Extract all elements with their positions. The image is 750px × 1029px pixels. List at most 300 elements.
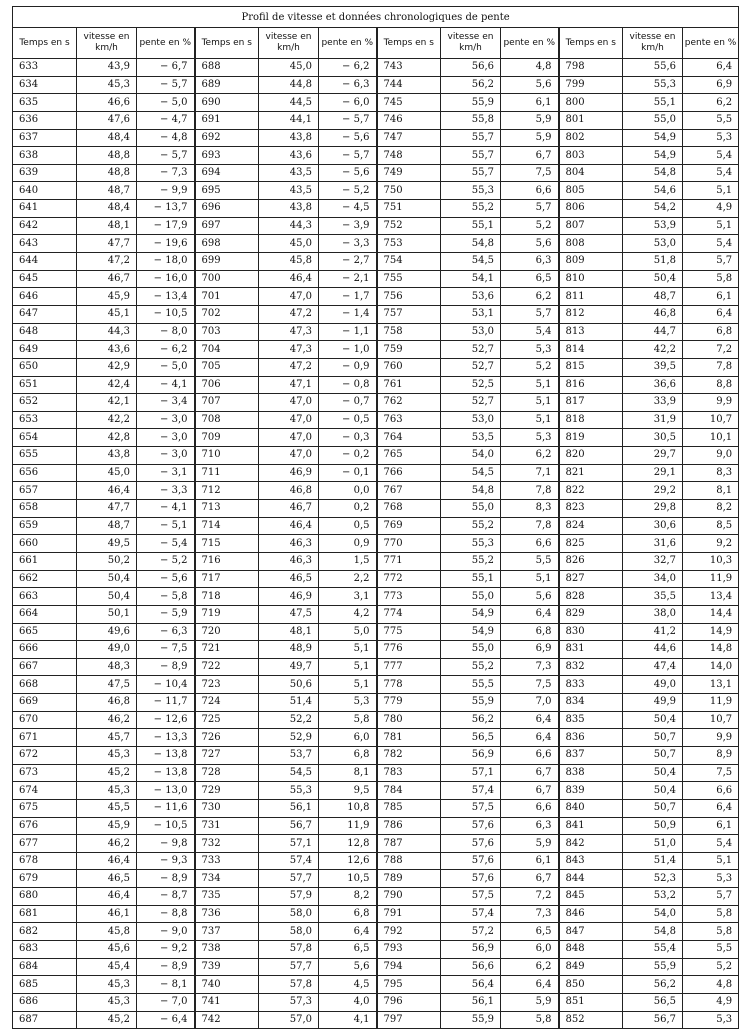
time-cell: 829 xyxy=(559,605,623,623)
speed-cell: 55,0 xyxy=(623,111,683,129)
time-cell: 647 xyxy=(13,305,77,323)
speed-cell: 55,2 xyxy=(441,517,501,535)
slope-cell: 5,8 xyxy=(319,711,377,729)
table-row xyxy=(13,870,739,888)
speed-cell: 57,8 xyxy=(259,976,319,994)
speed-cell: 56,1 xyxy=(259,799,319,817)
time-cell: 708 xyxy=(195,411,259,429)
speed-cell: 54,5 xyxy=(441,464,501,482)
speed-cell: 47,3 xyxy=(259,341,319,359)
slope-cell: 5,2 xyxy=(501,217,559,235)
slope-cell: 5,9 xyxy=(501,993,559,1011)
slope-cell: 6,8 xyxy=(319,746,377,764)
slope-cell: 3,1 xyxy=(319,588,377,606)
speed-cell: 45,3 xyxy=(77,976,137,994)
slope-cell: 5,1 xyxy=(319,658,377,676)
table-row xyxy=(13,129,739,147)
time-cell: 744 xyxy=(377,76,441,94)
speed-cell: 45,3 xyxy=(77,993,137,1011)
slope-cell: − 4,8 xyxy=(137,129,195,147)
speed-cell: 42,4 xyxy=(77,376,137,394)
table-row xyxy=(13,905,739,923)
time-cell: 805 xyxy=(559,182,623,200)
time-cell: 677 xyxy=(13,835,77,853)
speed-cell: 48,9 xyxy=(259,641,319,659)
speed-cell: 29,7 xyxy=(623,447,683,465)
slope-cell: 10,7 xyxy=(683,411,739,429)
time-cell: 675 xyxy=(13,799,77,817)
time-cell: 838 xyxy=(559,764,623,782)
speed-cell: 55,0 xyxy=(441,641,501,659)
speed-cell: 53,6 xyxy=(441,288,501,306)
time-cell: 757 xyxy=(377,305,441,323)
time-cell: 802 xyxy=(559,129,623,147)
speed-cell: 46,7 xyxy=(259,500,319,518)
speed-cell: 44,7 xyxy=(623,323,683,341)
time-cell: 748 xyxy=(377,147,441,165)
slope-cell: − 3,9 xyxy=(319,217,377,235)
time-cell: 834 xyxy=(559,694,623,712)
slope-cell: 5,7 xyxy=(683,253,739,271)
speed-cell: 30,5 xyxy=(623,429,683,447)
slope-cell: − 6,2 xyxy=(319,59,377,77)
speed-cell: 52,7 xyxy=(441,341,501,359)
speed-cell: 56,2 xyxy=(441,711,501,729)
speed-cell: 56,9 xyxy=(441,941,501,959)
time-cell: 663 xyxy=(13,588,77,606)
table-row xyxy=(13,288,739,306)
time-cell: 712 xyxy=(195,482,259,500)
table-row xyxy=(13,447,739,465)
table-row xyxy=(13,1011,739,1029)
slope-cell: 6,2 xyxy=(501,958,559,976)
slope-cell: 5,1 xyxy=(683,852,739,870)
speed-cell: 43,5 xyxy=(259,164,319,182)
table-row xyxy=(13,976,739,994)
speed-cell: 48,1 xyxy=(77,217,137,235)
time-cell: 848 xyxy=(559,941,623,959)
speed-cell: 46,4 xyxy=(77,852,137,870)
speed-cell: 47,0 xyxy=(259,429,319,447)
slope-cell: 10,3 xyxy=(683,552,739,570)
slope-cell: 6,9 xyxy=(501,641,559,659)
time-cell: 720 xyxy=(195,623,259,641)
speed-cell: 45,7 xyxy=(77,729,137,747)
time-cell: 661 xyxy=(13,552,77,570)
time-cell: 806 xyxy=(559,200,623,218)
speed-cell: 49,9 xyxy=(623,694,683,712)
time-cell: 753 xyxy=(377,235,441,253)
time-cell: 754 xyxy=(377,253,441,271)
time-cell: 847 xyxy=(559,923,623,941)
slope-cell: − 4,1 xyxy=(137,500,195,518)
slope-cell: − 9,9 xyxy=(137,182,195,200)
table-row xyxy=(13,711,739,729)
slope-cell: − 5,6 xyxy=(319,164,377,182)
slope-cell: 14,9 xyxy=(683,623,739,641)
time-cell: 799 xyxy=(559,76,623,94)
table-row xyxy=(13,59,739,77)
slope-cell: 7,2 xyxy=(501,888,559,906)
time-cell: 713 xyxy=(195,500,259,518)
speed-cell: 56,2 xyxy=(441,76,501,94)
speed-cell: 54,0 xyxy=(623,905,683,923)
time-cell: 643 xyxy=(13,235,77,253)
slope-cell: 5,1 xyxy=(501,376,559,394)
speed-cell: 38,0 xyxy=(623,605,683,623)
slope-cell: 6,9 xyxy=(683,76,739,94)
slope-cell: − 8,0 xyxy=(137,323,195,341)
slope-cell: − 6,0 xyxy=(319,94,377,112)
speed-cell: 48,3 xyxy=(77,658,137,676)
speed-cell: 42,2 xyxy=(77,411,137,429)
table-row xyxy=(13,323,739,341)
time-cell: 850 xyxy=(559,976,623,994)
time-cell: 767 xyxy=(377,482,441,500)
speed-cell: 55,4 xyxy=(623,941,683,959)
time-cell: 682 xyxy=(13,923,77,941)
speed-cell: 44,1 xyxy=(259,111,319,129)
speed-cell: 34,0 xyxy=(623,570,683,588)
slope-cell: 6,4 xyxy=(501,711,559,729)
time-cell: 837 xyxy=(559,746,623,764)
slope-cell: − 6,2 xyxy=(137,341,195,359)
speed-cell: 55,7 xyxy=(441,164,501,182)
slope-cell: 5,1 xyxy=(683,182,739,200)
slope-cell: − 13,4 xyxy=(137,288,195,306)
speed-cell: 52,7 xyxy=(441,358,501,376)
speed-cell: 49,5 xyxy=(77,535,137,553)
time-cell: 660 xyxy=(13,535,77,553)
time-cell: 656 xyxy=(13,464,77,482)
speed-cell: 52,5 xyxy=(441,376,501,394)
time-cell: 668 xyxy=(13,676,77,694)
speed-cell: 45,8 xyxy=(259,253,319,271)
speed-cell: 55,9 xyxy=(441,1011,501,1029)
speed-cell: 50,7 xyxy=(623,746,683,764)
speed-cell: 47,2 xyxy=(259,305,319,323)
slope-cell: − 9,0 xyxy=(137,923,195,941)
table-row xyxy=(13,111,739,129)
time-cell: 846 xyxy=(559,905,623,923)
slope-cell: 8,5 xyxy=(683,517,739,535)
slope-cell: − 3,3 xyxy=(319,235,377,253)
slope-cell: − 11,6 xyxy=(137,799,195,817)
time-cell: 756 xyxy=(377,288,441,306)
speed-cell: 46,5 xyxy=(259,570,319,588)
time-cell: 768 xyxy=(377,500,441,518)
table-row xyxy=(13,394,739,412)
time-cell: 845 xyxy=(559,888,623,906)
slope-cell: − 3,3 xyxy=(137,482,195,500)
speed-cell: 54,2 xyxy=(623,200,683,218)
slope-cell: − 5,6 xyxy=(319,129,377,147)
time-cell: 810 xyxy=(559,270,623,288)
time-cell: 696 xyxy=(195,200,259,218)
time-cell: 742 xyxy=(195,1011,259,1029)
table-row xyxy=(13,676,739,694)
speed-cell: 48,4 xyxy=(77,200,137,218)
slope-cell: 6,8 xyxy=(319,905,377,923)
speed-cell: 50,4 xyxy=(623,782,683,800)
table-row xyxy=(13,147,739,165)
speed-cell: 54,6 xyxy=(623,182,683,200)
time-cell: 808 xyxy=(559,235,623,253)
slope-cell: 5,3 xyxy=(319,694,377,712)
slope-cell: − 2,7 xyxy=(319,253,377,271)
speed-cell: 54,9 xyxy=(441,623,501,641)
slope-cell: 5,3 xyxy=(683,1011,739,1029)
speed-cell: 30,6 xyxy=(623,517,683,535)
time-cell: 849 xyxy=(559,958,623,976)
time-cell: 641 xyxy=(13,200,77,218)
speed-cell: 48,8 xyxy=(77,147,137,165)
header-row xyxy=(13,28,739,59)
time-cell: 688 xyxy=(195,59,259,77)
speed-cell: 47,5 xyxy=(259,605,319,623)
slope-cell: 0,2 xyxy=(319,500,377,518)
speed-cell: 57,5 xyxy=(441,888,501,906)
speed-cell: 46,4 xyxy=(259,517,319,535)
table-row xyxy=(13,746,739,764)
time-cell: 836 xyxy=(559,729,623,747)
slope-cell: 0,5 xyxy=(319,517,377,535)
time-cell: 659 xyxy=(13,517,77,535)
time-cell: 721 xyxy=(195,641,259,659)
speed-cell: 54,8 xyxy=(623,923,683,941)
speed-cell: 43,9 xyxy=(77,59,137,77)
speed-cell: 47,0 xyxy=(259,394,319,412)
speed-cell: 55,6 xyxy=(623,59,683,77)
time-cell: 828 xyxy=(559,588,623,606)
time-cell: 716 xyxy=(195,552,259,570)
speed-cell: 56,1 xyxy=(441,993,501,1011)
time-cell: 786 xyxy=(377,817,441,835)
slope-cell: 7,1 xyxy=(501,464,559,482)
speed-cell: 56,7 xyxy=(259,817,319,835)
speed-cell: 43,6 xyxy=(259,147,319,165)
slope-cell: 5,2 xyxy=(683,958,739,976)
slope-cell: 10,1 xyxy=(683,429,739,447)
speed-cell: 47,0 xyxy=(259,411,319,429)
speed-cell: 55,2 xyxy=(441,200,501,218)
slope-cell: 5,7 xyxy=(501,200,559,218)
speed-cell: 31,6 xyxy=(623,535,683,553)
time-cell: 833 xyxy=(559,676,623,694)
time-cell: 817 xyxy=(559,394,623,412)
slope-cell: − 0,8 xyxy=(319,376,377,394)
table-row xyxy=(13,200,739,218)
time-cell: 741 xyxy=(195,993,259,1011)
time-cell: 798 xyxy=(559,59,623,77)
time-cell: 758 xyxy=(377,323,441,341)
time-cell: 722 xyxy=(195,658,259,676)
slope-cell: 8,1 xyxy=(319,764,377,782)
slope-cell: 14,8 xyxy=(683,641,739,659)
time-cell: 788 xyxy=(377,852,441,870)
speed-header: vitesse en km/h xyxy=(77,28,137,59)
table-row xyxy=(13,641,739,659)
slope-cell: 6,7 xyxy=(501,782,559,800)
slope-cell: 10,7 xyxy=(683,711,739,729)
slope-cell: − 2,1 xyxy=(319,270,377,288)
slope-cell: − 4,7 xyxy=(137,111,195,129)
time-cell: 699 xyxy=(195,253,259,271)
speed-cell: 35,5 xyxy=(623,588,683,606)
slope-cell: 7,2 xyxy=(683,341,739,359)
speed-cell: 54,5 xyxy=(259,764,319,782)
speed-cell: 47,6 xyxy=(77,111,137,129)
time-cell: 635 xyxy=(13,94,77,112)
speed-cell: 56,6 xyxy=(441,958,501,976)
time-cell: 739 xyxy=(195,958,259,976)
slope-cell: 9,2 xyxy=(683,535,739,553)
speed-cell: 46,8 xyxy=(77,694,137,712)
slope-cell: − 5,6 xyxy=(137,570,195,588)
time-cell: 731 xyxy=(195,817,259,835)
time-cell: 814 xyxy=(559,341,623,359)
speed-cell: 55,7 xyxy=(441,129,501,147)
time-cell: 763 xyxy=(377,411,441,429)
slope-cell: 5,8 xyxy=(683,923,739,941)
time-cell: 835 xyxy=(559,711,623,729)
slope-cell: − 1,0 xyxy=(319,341,377,359)
slope-cell: 6,8 xyxy=(683,323,739,341)
table-row xyxy=(13,94,739,112)
slope-header: pente en % xyxy=(137,28,195,59)
time-cell: 638 xyxy=(13,147,77,165)
slope-cell: 6,4 xyxy=(683,799,739,817)
time-cell: 789 xyxy=(377,870,441,888)
speed-header: vitesse en km/h xyxy=(259,28,319,59)
time-cell: 734 xyxy=(195,870,259,888)
table-row xyxy=(13,305,739,323)
speed-cell: 49,0 xyxy=(623,676,683,694)
speed-cell: 45,3 xyxy=(77,76,137,94)
table-row xyxy=(13,341,739,359)
slope-cell: 0,9 xyxy=(319,535,377,553)
slope-cell: 7,8 xyxy=(501,517,559,535)
speed-cell: 47,7 xyxy=(77,235,137,253)
slope-cell: 5,9 xyxy=(501,129,559,147)
speed-cell: 45,3 xyxy=(77,746,137,764)
speed-cell: 57,6 xyxy=(441,852,501,870)
speed-cell: 55,1 xyxy=(623,94,683,112)
time-cell: 825 xyxy=(559,535,623,553)
time-cell: 683 xyxy=(13,941,77,959)
time-cell: 826 xyxy=(559,552,623,570)
speed-cell: 57,1 xyxy=(259,835,319,853)
speed-cell: 58,0 xyxy=(259,923,319,941)
time-cell: 822 xyxy=(559,482,623,500)
table-row xyxy=(13,429,739,447)
slope-cell: 5,7 xyxy=(683,888,739,906)
time-cell: 827 xyxy=(559,570,623,588)
time-cell: 648 xyxy=(13,323,77,341)
speed-cell: 54,8 xyxy=(441,235,501,253)
time-cell: 633 xyxy=(13,59,77,77)
speed-cell: 52,7 xyxy=(441,394,501,412)
speed-cell: 47,0 xyxy=(259,288,319,306)
slope-cell: − 13,8 xyxy=(137,764,195,782)
slope-cell: 9,5 xyxy=(319,782,377,800)
time-cell: 705 xyxy=(195,358,259,376)
table-row xyxy=(13,517,739,535)
speed-cell: 53,9 xyxy=(623,217,683,235)
time-cell: 851 xyxy=(559,993,623,1011)
speed-cell: 56,5 xyxy=(623,993,683,1011)
slope-cell: 5,3 xyxy=(683,870,739,888)
slope-cell: 7,8 xyxy=(501,482,559,500)
slope-cell: 6,1 xyxy=(501,94,559,112)
speed-cell: 45,0 xyxy=(259,59,319,77)
speed-cell: 47,5 xyxy=(77,676,137,694)
time-cell: 690 xyxy=(195,94,259,112)
speed-cell: 46,9 xyxy=(259,464,319,482)
slope-cell: − 6,7 xyxy=(137,59,195,77)
table-row xyxy=(13,235,739,253)
time-cell: 710 xyxy=(195,447,259,465)
slope-cell: 6,6 xyxy=(501,746,559,764)
speed-cell: 44,3 xyxy=(77,323,137,341)
time-cell: 670 xyxy=(13,711,77,729)
speed-cell: 49,7 xyxy=(259,658,319,676)
table-row xyxy=(13,923,739,941)
table-row xyxy=(13,570,739,588)
speed-cell: 29,2 xyxy=(623,482,683,500)
slope-cell: 5,4 xyxy=(683,835,739,853)
speed-cell: 54,8 xyxy=(623,164,683,182)
time-cell: 685 xyxy=(13,976,77,994)
slope-cell: 6,2 xyxy=(501,447,559,465)
speed-cell: 55,3 xyxy=(623,76,683,94)
slope-cell: − 10,4 xyxy=(137,676,195,694)
table-row xyxy=(13,605,739,623)
slope-cell: − 13,7 xyxy=(137,200,195,218)
time-cell: 649 xyxy=(13,341,77,359)
time-cell: 640 xyxy=(13,182,77,200)
slope-cell: 7,5 xyxy=(501,676,559,694)
slope-cell: 7,3 xyxy=(501,658,559,676)
speed-cell: 55,5 xyxy=(441,676,501,694)
time-cell: 637 xyxy=(13,129,77,147)
time-cell: 676 xyxy=(13,817,77,835)
slope-cell: 13,1 xyxy=(683,676,739,694)
slope-cell: − 0,5 xyxy=(319,411,377,429)
time-cell: 662 xyxy=(13,570,77,588)
slope-cell: 5,3 xyxy=(501,429,559,447)
table-row xyxy=(13,817,739,835)
speed-cell: 48,7 xyxy=(77,517,137,535)
time-cell: 813 xyxy=(559,323,623,341)
slope-cell: 13,4 xyxy=(683,588,739,606)
time-cell: 852 xyxy=(559,1011,623,1029)
slope-cell: 6,2 xyxy=(683,94,739,112)
speed-cell: 41,2 xyxy=(623,623,683,641)
time-cell: 730 xyxy=(195,799,259,817)
slope-cell: − 5,7 xyxy=(137,76,195,94)
slope-cell: 6,0 xyxy=(319,729,377,747)
slope-cell: 6,6 xyxy=(501,799,559,817)
time-cell: 759 xyxy=(377,341,441,359)
speed-cell: 55,3 xyxy=(441,182,501,200)
slope-cell: 5,7 xyxy=(501,305,559,323)
speed-cell: 43,8 xyxy=(259,200,319,218)
slope-cell: 7,0 xyxy=(501,694,559,712)
slope-cell: 5,6 xyxy=(319,958,377,976)
speed-cell: 57,7 xyxy=(259,870,319,888)
slope-cell: − 18,0 xyxy=(137,253,195,271)
